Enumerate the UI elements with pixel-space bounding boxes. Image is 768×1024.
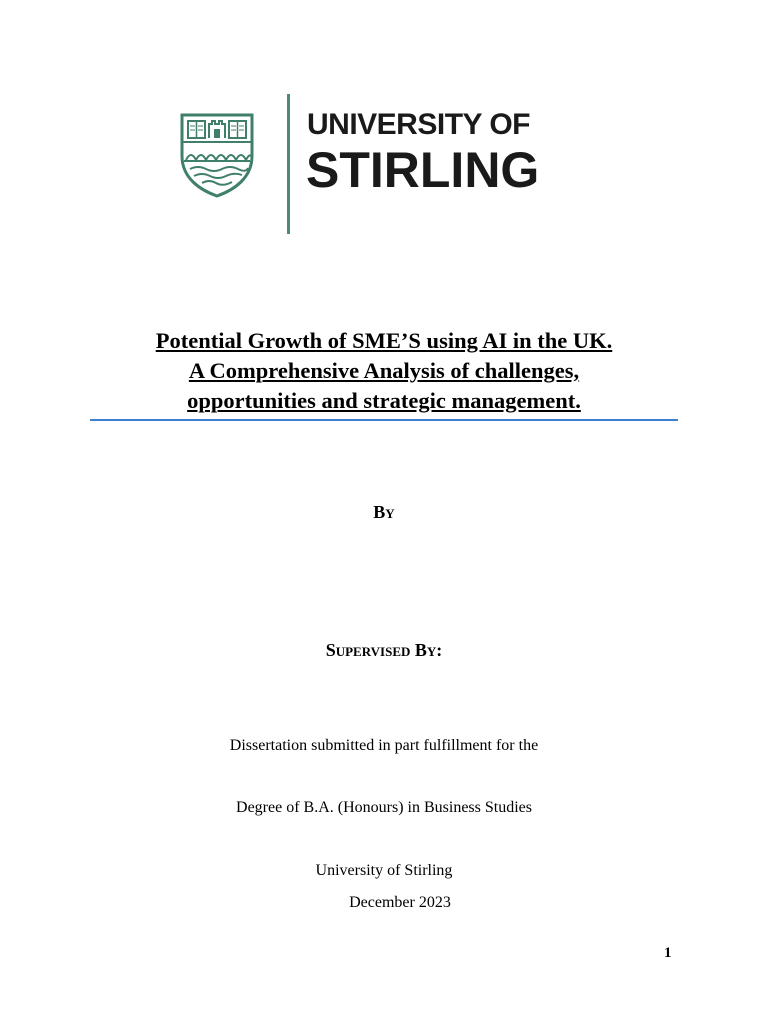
title-line-3: opportunities and strategic management.: [187, 388, 581, 413]
author-label: By: [373, 502, 395, 522]
submission-statement: Dissertation submitted in part fulfillment for the: [229, 737, 539, 754]
dissertation-title: [0, 326, 768, 416]
degree-statement: Degree of B.A. (Honours) in Business Studies: [236, 799, 532, 816]
page-number: 1: [664, 945, 672, 961]
logo-wordmark-bottom: STIRLING: [306, 142, 540, 198]
logo-divider: [287, 94, 290, 234]
university-name: University of Stirling: [315, 862, 453, 879]
university-logo: [176, 92, 596, 237]
crest-icon: [178, 112, 256, 198]
logo-wordmark-top: UNIVERSITY OF: [307, 108, 530, 141]
title-line-2: A Comprehensive Analysis of challenges,: [188, 358, 580, 383]
title-line-1: Potential Growth of SME’S using AI in the UK.: [155, 328, 613, 353]
title-rule: [90, 419, 678, 421]
submission-date: December 2023: [349, 894, 451, 911]
supervisor-label: Supervised By:: [325, 640, 443, 660]
